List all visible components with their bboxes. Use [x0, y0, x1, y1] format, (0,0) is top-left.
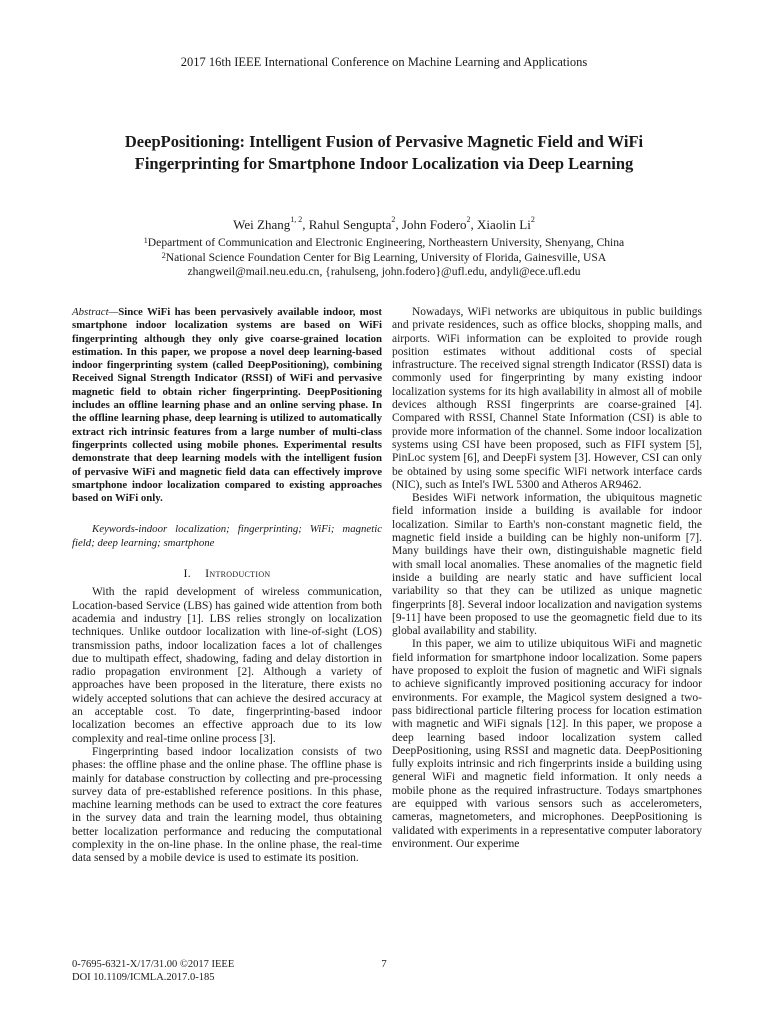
conference-header: 2017 16th IEEE International Conference on Machine Learning and Applications: [180, 55, 588, 69]
author-list: [0, 217, 768, 233]
affiliation-2-text: National Science Foundation Center for Big Learning, University of Florida, Gainesville, USA: [165, 251, 607, 264]
affiliation-2: [0, 251, 768, 264]
abstract: [72, 306, 382, 505]
abstract-text: Since WiFi has been pervasively available indoor, most smartphone indoor localization systems are based on WiFi fingerprinting although they only give coarse-grained location estimation. In this paper, we propose a novel deep learning-based indoor fingerprinting system (called DeepPositioning), combining Received Signal Strength Indicator (RSSI) of WiFi and pervasive magnetic field to obtain richer fingerprinting. DeepPositioning includes an offline learning phase and an online serving phase. In the offline learning phase, deep learning is utilized to automatically extract rich intrinsic features from a large number of multi-class fingerprints collected using mobile phones. Experimental results demonstrate that deep learning models with the intelligent fusion of pervasive WiFi and magnetic field data can effectively improve smartphone indoor localization compared to existing approaches based on WiFi only.: [72, 306, 382, 505]
author-2: , Rahul Sengupta: [302, 217, 392, 232]
keywords: Keywords-indoor localization; fingerprinting; WiFi; magnetic field; deep learning; smartphone: [72, 523, 382, 549]
paper-title: [40, 131, 728, 175]
section-heading: [72, 567, 382, 580]
section-number: I.: [183, 566, 192, 581]
author-3: , John Fodero: [395, 217, 467, 232]
paragraph: With the rapid development of wireless communication, Location-based Service (LBS) has gained wide attention from both academia and industry [1]. LBS relies strongly on localization techniques. Unlike outdoor localization with line-of-sight (LOS) transmission paths, indoor localization faces a lot of challenges due to multipath effect, shadowing, fading and delay distortion in radio propagation environment [2]. Although a variety of approaches have been proposed in the literature, there exists no widely accepted solutions that can achieve the desired accuracy at an acceptable cost. To date, fingerprinting-based indoor localization becomes an effective approach due to its low complexity and real-time online process [3].: [72, 586, 382, 745]
abstract-dash: —: [108, 306, 119, 318]
affiliation-1: [0, 236, 768, 249]
left-column: [72, 306, 382, 866]
author-4-affil: 2: [530, 215, 535, 224]
affiliation-1-text: Department of Communication and Electronic Engineering, Northeastern University, Shenyang, China: [147, 236, 625, 249]
author-emails: zhangweil@mail.neu.edu.cn, {rahulseng, john.fodero}@ufl.edu, andyli@ece.ufl.edu: [187, 265, 581, 278]
section-title: Introduction: [205, 566, 271, 581]
author-1-affil: 1, 2: [290, 215, 303, 224]
doi-line: DOI 10.1109/ICMLA.2017.0-185: [72, 972, 215, 983]
paragraph: In this paper, we aim to utilize ubiquitous WiFi and magnetic field information for smartphone indoor localization. Some papers have proposed to exploit the fusion of magnetic and WiFi signals to achieve significantly improved positioning accuracy for indoor environments. For example, the Magicol system designed a two-pass bidirectional particle filtering process for location estimation with magnetic and WiFi signals [12]. In this paper, we propose a deep learning based indoor localization system called DeepPositioning, using RSSI and magnetic data. DeepPositioning fully exploits intrinsic and rich fingerprints inside a building using general WiFi and magnetic field information. It only needs a mobile phone as the required infrastructure. Todays smartphones are equipped with various sensors such as accelerometers, cameras, magnetometers, and microphones. DeepPositioning is validated with experiments in a representative computer laboratory environment. Our experime: [392, 638, 702, 850]
title-line-1: DeepPositioning: Intelligent Fusion of Pervasive Magnetic Field and WiFi: [124, 132, 644, 151]
paragraph: Besides WiFi network information, the ubiquitous magnetic field information inside a building is available for indoor localization. Similar to Earth's non-constant magnetic field, the magnetic field inside a building can be highly non-uniform [7]. Many buildings have their own, distinguishable magnetic field with small local anomalies. These anomalies of the magnetic field inside a building are nearly static and have sufficient local variability so that they can be utilized as unique magnetic fingerprints [8]. Several indoor localization and navigation systems [9-11] have been proposed to use the geomagnetic field due to its global availability and stability.: [392, 492, 702, 638]
author-4: , Xiaolin Li: [470, 217, 531, 232]
paragraph: Nowadays, WiFi networks are ubiquitous in public buildings and private residences, such as office blocks, shopping malls, and airports. WiFi information can be exploited to provide rough position estimates without additional costs of special infrastructure. The received signal strength Indicator (RSSI) data is commonly used for fingerprinting by many existing indoor localization systems for its high availability in almost all of mobile devices although RSSI fingerprints are coarse-grained [4]. Compared with RSSI, Channel State Information (CSI) is able to provide more information of the channel. Some indoor localization systems using CSI have been proposed, such as FIFI system [5], PinLoc system [6], and DeepFi system [3]. However, CSI can only be obtained by using some specific WiFi network interface cards (NIC), such as Intel's IWL 5300 and Atheros AR9462.: [392, 306, 702, 491]
paragraph: Fingerprinting based indoor localization consists of two phases: the offline phase and the online phase. The offline phase is mainly for database construction by collecting and pre-processing survey data of pre-established reference positions. In this phase, machine learning methods can be used to extract the core features in the survey data and train the learning model, thus obtaining better localization performance and reducing the computational complexity in the on-line phase. In the online phase, the real-time data sensed by a mobile device is used to estimate its position.: [72, 745, 382, 865]
page-number: 7: [381, 958, 387, 970]
author-3-affil: 2: [466, 215, 471, 224]
abstract-label: Abstract: [72, 306, 109, 318]
affiliation-2-marker: 2: [161, 251, 166, 260]
author-2-affil: 2: [391, 215, 396, 224]
right-column: [392, 306, 702, 851]
author-1: Wei Zhang: [233, 217, 291, 232]
isbn-line: 0-7695-6321-X/17/31.00 ©2017 IEEE: [72, 959, 235, 970]
title-line-2: Fingerprinting for Smartphone Indoor Localization via Deep Learning: [134, 154, 634, 173]
affiliation-1-marker: 1: [143, 236, 148, 245]
